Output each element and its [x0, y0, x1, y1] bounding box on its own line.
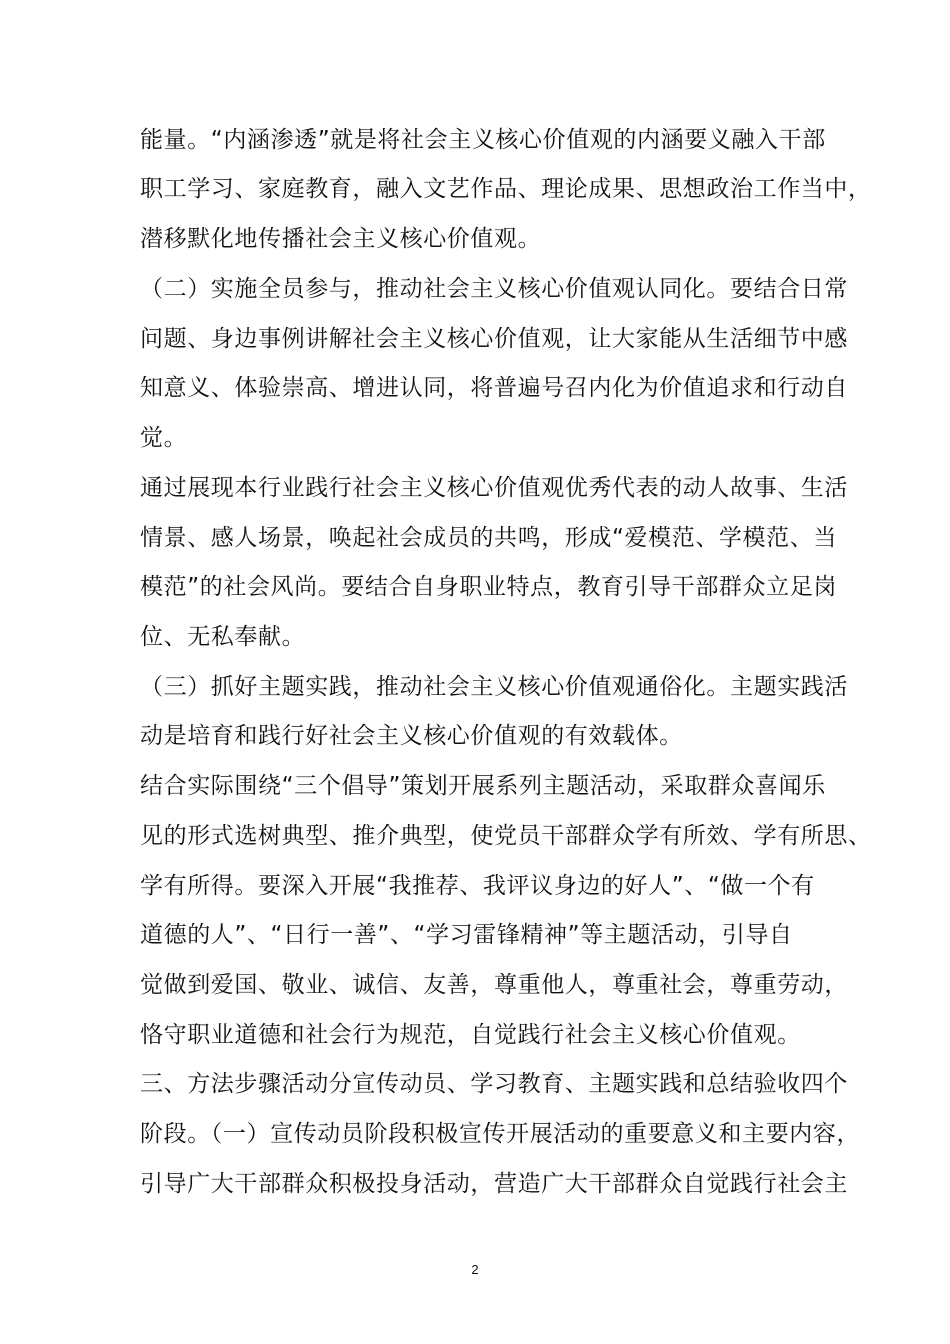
text-line-15: 见的形式选树典型、推介典型，使党员干部群众学有所效、学有所思、	[140, 823, 872, 849]
text-line-20: 三、方法步骤活动分宣传动员、学习教育、主题实践和总结验收四个	[140, 1071, 848, 1097]
text-line-21: 阶段。（一）宣传动员阶段积极宣传开展活动的重要意义和主要内容，	[140, 1121, 861, 1147]
text-line-17: 道德的人”、“日行一善”、“学习雷锋精神”等主题活动，引导自	[140, 922, 793, 948]
text-line-2: 职工学习、家庭教育，融入文艺作品、理论成果、思想政治工作当中，	[140, 176, 872, 202]
text-line-6: 知意义、体验崇高、增进认同，将普遍号召内化为价值追求和行动自	[140, 375, 848, 401]
text-line-12: （三）抓好主题实践，推动社会主义核心价值观通俗化。主题实践活	[140, 674, 848, 700]
text-line-16: 学有所得。要深入开展“我推荐、我评议身边的好人”、“做一个有	[140, 873, 815, 899]
text-line-7: 觉。	[140, 425, 188, 451]
text-line-9: 情景、感人场景，唤起社会成员的共鸣，形成“爱模范、学模范、当	[140, 525, 837, 551]
text-line-4: （二）实施全员参与，推动社会主义核心价值观认同化。要结合日常	[140, 276, 848, 302]
text-line-1: 能量。“内涵渗透”就是将社会主义核心价值观的内涵要义融入干部	[140, 127, 826, 153]
text-line-22: 引导广大干部群众积极投身活动，营造广大干部群众自觉践行社会主	[140, 1171, 848, 1197]
text-line-5: 问题、身边事例讲解社会主义核心价值观，让大家能从生活细节中感	[140, 326, 848, 352]
text-line-13: 动是培育和践行好社会主义核心价值观的有效载体。	[140, 723, 683, 749]
text-line-8: 通过展现本行业践行社会主义核心价值观优秀代表的动人故事、生活	[140, 475, 848, 501]
text-line-10: 模范”的社会风尚。要结合自身职业特点，教育引导干部群众立足岗	[140, 574, 837, 600]
text-line-18: 觉做到爱国、敬业、诚信、友善，尊重他人，尊重社会，尊重劳动，	[140, 972, 848, 998]
text-line-14: 结合实际围绕“三个倡导”策划开展系列主题活动，采取群众喜闻乐	[140, 773, 826, 799]
text-line-11: 位、无私奉献。	[140, 624, 306, 650]
text-line-3: 潜移默化地传播社会主义核心价值观。	[140, 226, 542, 252]
page-number: 2	[471, 1262, 479, 1277]
text-line-19: 恪守职业道德和社会行为规范，自觉践行社会主义核心价值观。	[140, 1022, 801, 1048]
